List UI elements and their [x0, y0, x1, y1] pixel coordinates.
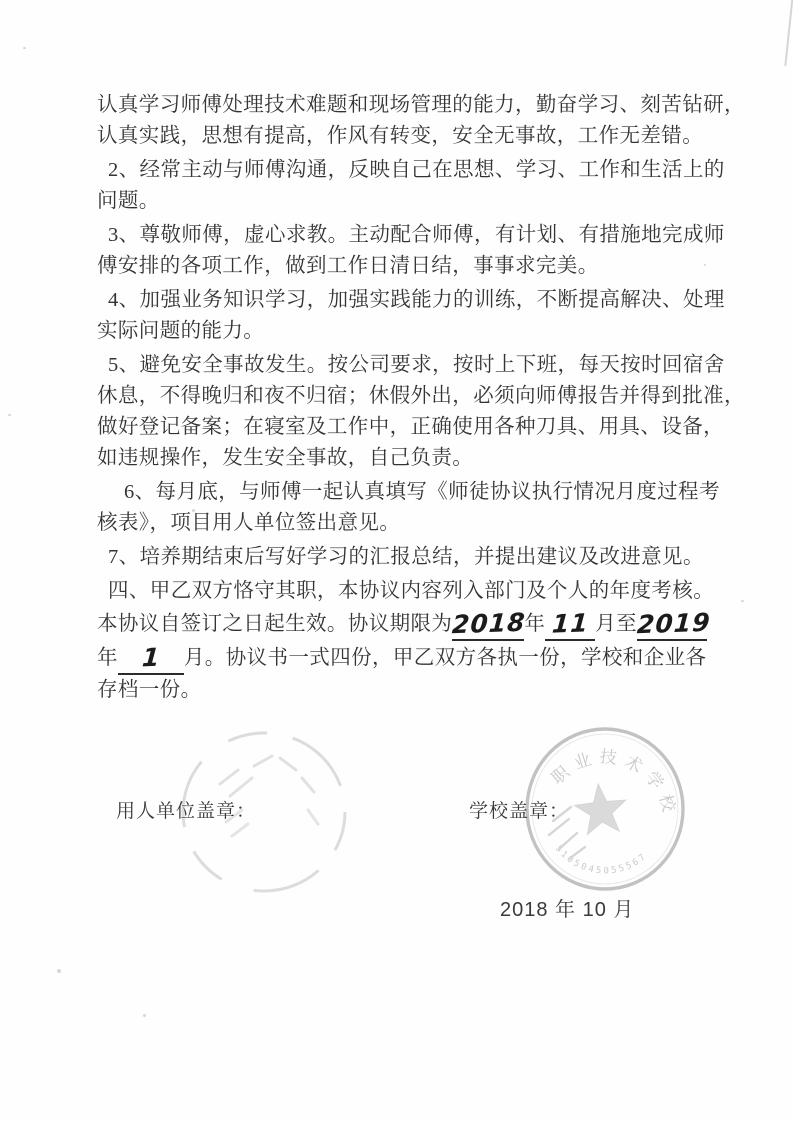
document-body [97, 90, 745, 706]
scan-speck [143, 1014, 146, 1017]
school-stamp-serial-text: 5105045055567 [552, 843, 650, 877]
document-line: 核表》，项目用人单位签出意见。 [97, 512, 401, 534]
scan-speck [741, 600, 744, 602]
handwritten-month-to: 1 [140, 642, 162, 673]
school-seal-label: 学校盖章： [469, 801, 570, 822]
agreement-term-line [97, 607, 712, 641]
handwritten-month-from: 11 [550, 608, 590, 639]
agreement-term-line-2 [97, 641, 707, 675]
agreement-text-prefix: 本协议自签订之日起生效。协议期限为 [97, 613, 453, 635]
agreement-text-month-to: 月至 [595, 613, 638, 635]
document-line: 实际问题的能力。 [97, 320, 265, 342]
scan-speck [57, 969, 61, 973]
handwritten-year-from: 2018 [451, 607, 527, 640]
scan-edge-artifact [784, 0, 793, 66]
agreement-text-suffix: 月。协议书一式四份，甲乙双方各执一份，学校和企业各 [183, 647, 707, 669]
document-line-item-4: 4、加强业务知识学习，加强实践能力的训练，不断提高解决、处理 [108, 289, 725, 311]
blank-month-to [118, 643, 184, 675]
employer-stamp-faint-marks [220, 756, 314, 796]
document-line: 问题。 [97, 190, 160, 212]
document-line-item-6: 6、每月底，与师傅一起认真填写《师徒协议执行情况月度过程考 [124, 481, 720, 503]
document-line: 如违规操作，发生安全事故，自己负责。 [97, 447, 474, 469]
handwritten-year-to: 2019 [636, 607, 712, 640]
document-line: 认真实践，思想有提高，作风有转变，安全无事故，工作无差错。 [97, 125, 704, 147]
school-stamp-serial [553, 844, 650, 876]
document-line-item-3: 3、尊敬师傅，虚心求教。主动配合师傅，有计划、有措施地完成师 [108, 224, 725, 246]
document-line: 傅安排的各项工作，做到工作日清日结，事事求完美。 [97, 255, 599, 277]
document-line-section-4: 四、甲乙双方恪守其职，本协议内容列入部门及个人的年度考核。 [108, 580, 715, 602]
document-line-item-7: 7、培养期结束后写好学习的汇报总结，并提出建议及改进意见。 [108, 546, 704, 568]
document-line: 认真学习师傅处理技术难题和现场管理的能力，勤奋学习、刻苦钻研， [97, 94, 745, 116]
document-line: 休息，不得晚归和夜不归宿；休假外出，必须向师傅报告并得到批准， [97, 385, 745, 407]
scan-speck [8, 414, 11, 416]
document-line: 做好登记备案；在寝室及工作中，正确使用各种刀具、用具、设备， [97, 416, 724, 438]
document-line: 存档一份。 [97, 679, 202, 701]
blank-year-from [451, 607, 527, 641]
footer-date: 2018 年 10 月 [500, 899, 635, 921]
school-stamp-arc-text: 职业技术学校 [547, 747, 681, 821]
employer-seal-label: 用人单位盖章： [116, 801, 257, 822]
star-icon [573, 781, 629, 835]
document-line-item-2: 2、经常主动与师傅沟通，反映自己在思想、学习、工作和生活上的 [108, 159, 725, 181]
scan-speck [704, 264, 706, 266]
agreement-text-year: 年 [524, 613, 546, 635]
scan-speck [23, 47, 26, 49]
blank-month-from [545, 609, 595, 641]
document-line-item-5: 5、避免安全事故发生。按公司要求，按时上下班，每天按时回宿舍 [108, 354, 725, 376]
agreement-text-year2: 年 [97, 647, 118, 669]
blank-year-to [636, 607, 712, 641]
